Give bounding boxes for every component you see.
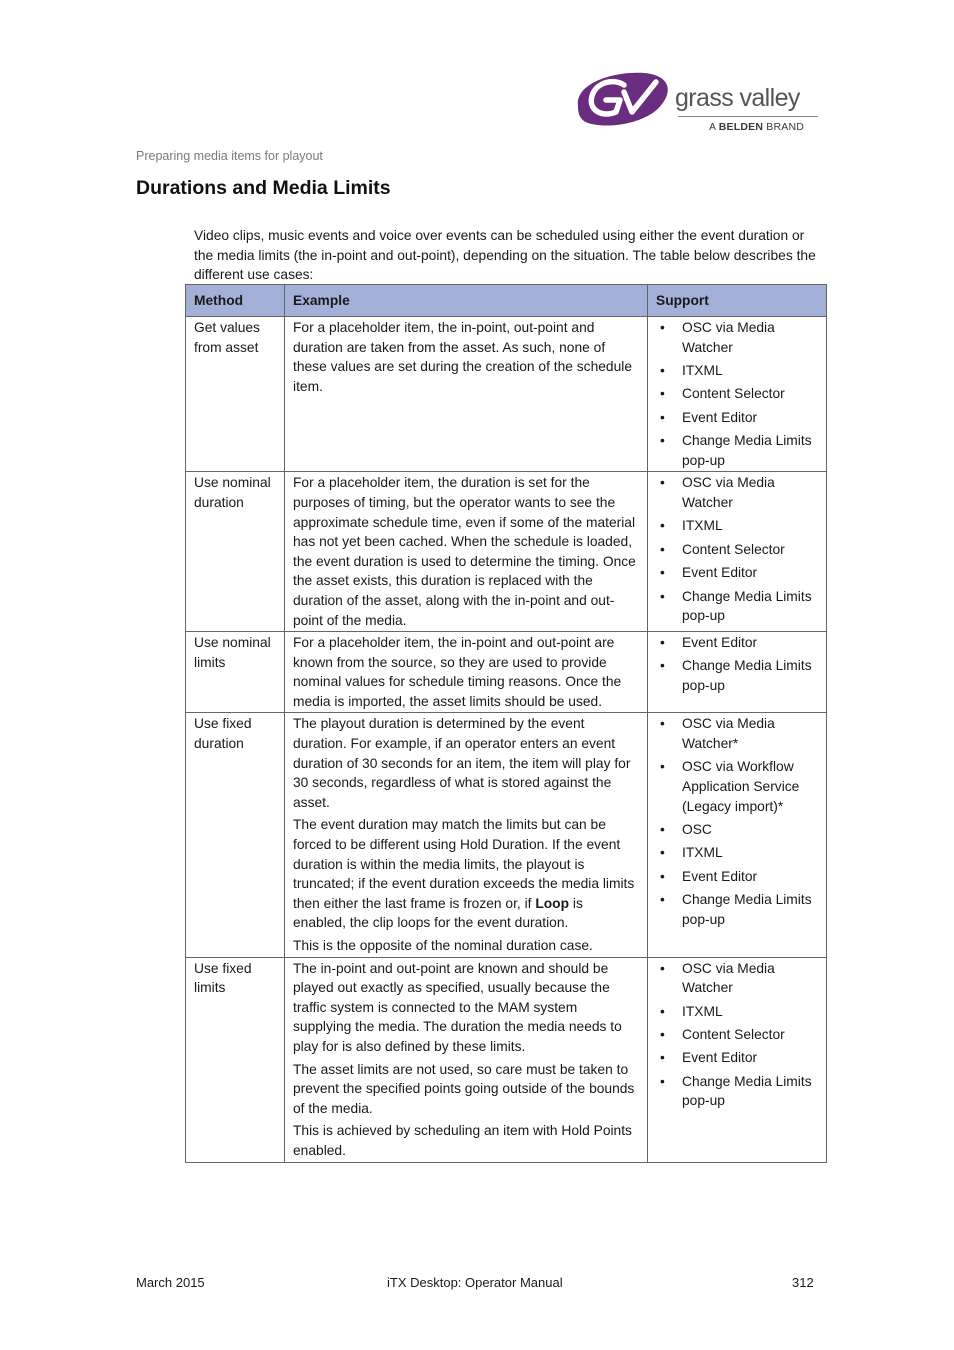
example-paragraph: For a placeholder item, the in-point, out-point and duration are taken from the asset. As such, none of these values are set during the creation of the schedule item. <box>293 320 633 394</box>
support-item-label: Change Media Limits pop-up <box>682 892 812 927</box>
use-cases-table <box>185 284 827 1163</box>
support-list <box>656 633 818 696</box>
page-title: Durations and Media Limits <box>136 177 391 199</box>
bullet-icon: • <box>660 1003 665 1019</box>
table-body <box>186 317 827 1163</box>
support-cell <box>648 632 827 713</box>
method-cell: Get values from asset <box>186 317 285 472</box>
example-paragraph: The in-point and out-point are known and should be played out exactly as specified, usually because the traffic system is connected to the MAM system supplying the media. The duration the media needs to play for is also defined by these limits. <box>293 960 622 1054</box>
method-cell: Use nominal duration <box>186 472 285 632</box>
support-list-item <box>656 540 818 560</box>
grass-valley-logo <box>572 70 822 136</box>
gv-emblem-icon <box>572 70 672 130</box>
support-list-item <box>656 384 818 404</box>
method-cell: Use nominal limits <box>186 632 285 713</box>
logo-divider <box>678 116 818 117</box>
bullet-icon: • <box>660 759 665 775</box>
support-item-label: ITXML <box>682 1003 723 1019</box>
example-paragraph: For a placeholder item, the duration is set for the purposes of timing, but the operator wants to see the approximate schedule time, even if some of the material has not yet been cached. When the schedule is loaded, the event duration is used to determine the timing. Once the asset exists, this duration is replaced with the duration of the asset, along with the in-point and out-point of the media. <box>293 475 636 628</box>
support-item-label: Content Selector <box>682 386 785 402</box>
bullet-icon: • <box>660 565 665 581</box>
bullet-icon: • <box>660 362 665 378</box>
support-list-item <box>656 959 818 998</box>
support-item-label: ITXML <box>682 362 723 378</box>
header-support: Support <box>648 285 827 317</box>
support-item-label: OSC via Workflow Application Service (Legacy import)* <box>682 759 800 814</box>
support-list-item <box>656 1072 818 1111</box>
support-item-label: Event Editor <box>682 1050 758 1066</box>
example-paragraph: The asset limits are not used, so care must be taken to prevent the specified points going outside of the bounds of the media. <box>293 1061 635 1116</box>
bullet-icon: • <box>660 960 665 976</box>
support-list-item <box>656 820 818 840</box>
support-item-label: ITXML <box>682 518 723 534</box>
example-cell <box>285 317 648 472</box>
bullet-icon: • <box>660 541 665 557</box>
table-row <box>186 632 827 713</box>
support-item-label: OSC via Media Watcher <box>682 475 775 510</box>
example-paragraph: The event duration may match the limits but can be forced to be different using Hold Duration. If the event duration is within the media limits, the playout is truncated; if the event duration exceeds the media limits then either the last frame is frozen or, if Loop is enabled, the clip loops for the event duration. <box>293 817 635 931</box>
example-cell <box>285 713 648 957</box>
support-item-label: Change Media Limits pop-up <box>682 1073 812 1109</box>
support-list-item <box>656 473 818 512</box>
table-header-row <box>186 285 827 317</box>
example-paragraph: For a placeholder item, the in-point and out-point are known from the source, so they are used to provide nominal values for schedule timing reasons. Once the media is imported, the asset limits should be used. <box>293 635 622 709</box>
support-item-label: Event Editor <box>682 868 758 884</box>
bullet-icon: • <box>660 716 665 732</box>
support-list-item <box>656 757 818 816</box>
running-head: Preparing media items for playout <box>136 149 323 163</box>
bullet-icon: • <box>660 475 665 491</box>
bullet-icon: • <box>660 518 665 534</box>
intro-paragraph: Video clips, music events and voice over events can be scheduled using either the event duration or the media limits (the in-point and out-point), depending on the situation. The table below describes the different use cases: <box>194 228 816 283</box>
support-list-item <box>656 1025 818 1045</box>
support-list-item <box>656 431 818 470</box>
support-item-label: Event Editor <box>682 565 758 581</box>
support-list-item <box>656 714 818 753</box>
table-row <box>186 957 827 1162</box>
support-list-item <box>656 516 818 536</box>
bullet-icon: • <box>660 868 665 884</box>
bullet-icon: • <box>660 845 665 861</box>
example-paragraph: The playout duration is determined by the event duration. For example, if an operator enters an event duration of 30 seconds for an item, the item will play for 30 seconds, regardless of what is stored against the asset. <box>293 716 631 810</box>
support-cell <box>648 713 827 957</box>
example-paragraph: This is achieved by scheduling an item with Hold Points enabled. <box>293 1123 632 1158</box>
bullet-icon: • <box>660 386 665 402</box>
support-list <box>656 318 818 470</box>
support-list-item <box>656 843 818 863</box>
support-list-item <box>656 361 818 381</box>
support-list <box>656 473 818 625</box>
footer-doc-title: iTX Desktop: Operator Manual <box>387 1275 563 1290</box>
support-list-item <box>656 1048 818 1068</box>
support-list-item <box>656 890 818 929</box>
support-item-label: OSC <box>682 822 712 838</box>
support-list-item <box>656 867 818 887</box>
table-row <box>186 472 827 632</box>
support-item-label: Change Media Limits pop-up <box>682 658 812 694</box>
support-item-label: OSC via Media Watcher <box>682 960 775 996</box>
bullet-icon: • <box>660 892 665 908</box>
support-list-item <box>656 633 818 653</box>
bullet-icon: • <box>660 1073 665 1089</box>
example-cell <box>285 957 648 1162</box>
bullet-icon: • <box>660 658 665 674</box>
header-example: Example <box>285 285 648 317</box>
example-paragraph: This is the opposite of the nominal duration case. <box>293 938 593 953</box>
bullet-icon: • <box>660 320 665 335</box>
table-row <box>186 317 827 472</box>
header-method: Method <box>186 285 285 317</box>
bullet-icon: • <box>660 409 665 425</box>
support-item-label: Event Editor <box>682 635 758 651</box>
bullet-icon: • <box>660 588 665 604</box>
logo-wordmark: grass valley <box>675 84 800 112</box>
support-item-label: ITXML <box>682 845 723 861</box>
footer-date: March 2015 <box>136 1275 205 1290</box>
support-cell <box>648 472 827 632</box>
support-item-label: Change Media Limits pop-up <box>682 433 812 468</box>
example-cell <box>285 472 648 632</box>
support-item-label: Event Editor <box>682 409 758 425</box>
bullet-icon: • <box>660 635 665 651</box>
support-list-item <box>656 408 818 428</box>
support-list <box>656 714 818 929</box>
table-row <box>186 713 827 957</box>
support-list-item <box>656 656 818 695</box>
support-item-label: OSC via Media Watcher* <box>682 716 775 752</box>
support-list <box>656 959 818 1111</box>
logo-tagline: A BELDEN BRAND <box>709 121 805 133</box>
support-item-label: Change Media Limits pop-up <box>682 588 812 624</box>
support-list-item <box>656 587 818 626</box>
support-list-item <box>656 563 818 583</box>
support-cell <box>648 957 827 1162</box>
method-cell: Use fixed duration <box>186 713 285 957</box>
example-cell <box>285 632 648 713</box>
bullet-icon: • <box>660 1026 665 1042</box>
support-list-item <box>656 318 818 357</box>
support-list-item <box>656 1002 818 1022</box>
footer-page-number: 312 <box>792 1275 814 1290</box>
support-item-label: Content Selector <box>682 1026 785 1042</box>
method-cell: Use fixed limits <box>186 957 285 1162</box>
support-item-label: Content Selector <box>682 541 785 557</box>
bullet-icon: • <box>660 433 665 449</box>
bullet-icon: • <box>660 822 665 838</box>
support-item-label: OSC via Media Watcher <box>682 320 775 355</box>
support-cell <box>648 317 827 472</box>
bullet-icon: • <box>660 1050 665 1066</box>
